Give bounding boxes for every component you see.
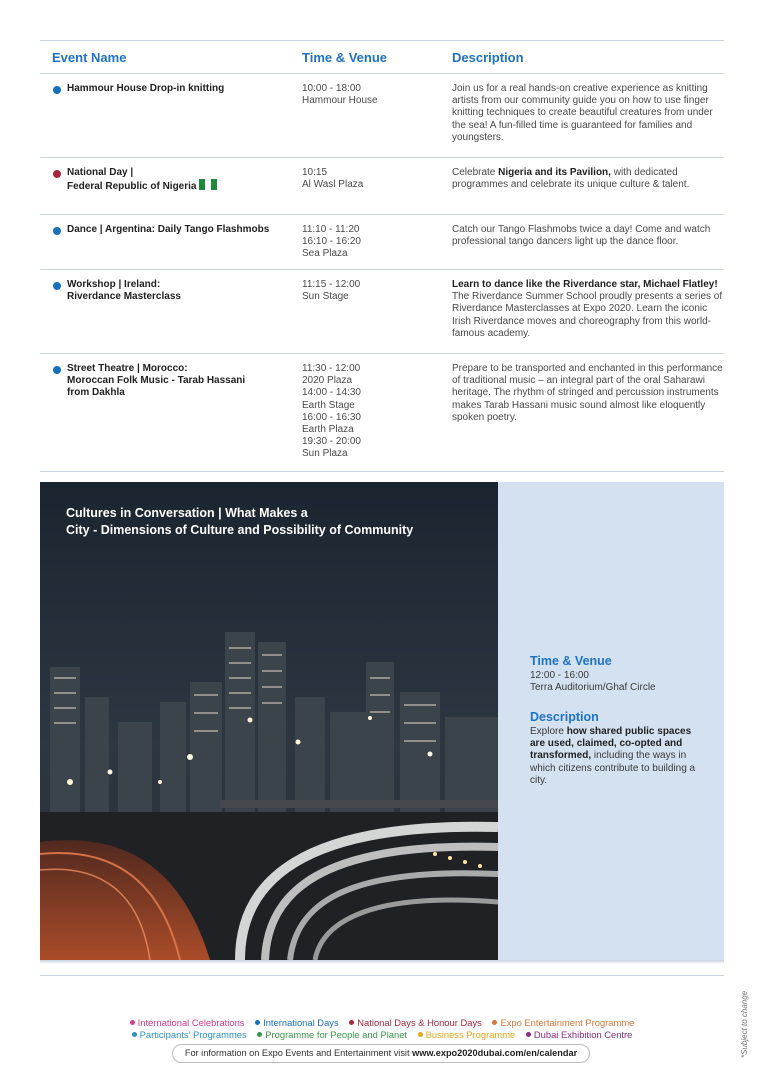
legend-dot-icon bbox=[255, 1020, 260, 1025]
event-name-line: Riverdance Masterclass bbox=[67, 291, 181, 303]
header-time-venue: Time & Venue bbox=[302, 49, 388, 65]
calendar-info-pill: For information on Expo Events and Entertainment visit www.expo2020dubai.com/en/calendar bbox=[172, 1044, 590, 1063]
event-name-line: National Day | bbox=[67, 167, 134, 178]
category-dot bbox=[53, 227, 61, 235]
category-dot bbox=[53, 86, 61, 94]
event-description: Learn to dance like the Riverdance star, Michael Flatley! The Riverdance Summer School proudly presents a series of Riverdance Masterclasses at Expo 2020. Learn the iconic Irish Riverdance moves and choreography from this world-famous academy. bbox=[452, 279, 723, 339]
table-header bbox=[40, 40, 724, 74]
feature-info-panel bbox=[498, 482, 724, 960]
event-name bbox=[40, 83, 302, 157]
feature-event-block bbox=[40, 482, 724, 960]
time-line: 10:00 - 18:00 bbox=[302, 83, 361, 94]
category-dot bbox=[53, 282, 61, 290]
event-name-line: Federal Republic of Nigeria bbox=[67, 179, 302, 193]
event-time-venue bbox=[302, 363, 452, 471]
legend-item: Dubai Exhibition Centre bbox=[526, 1029, 633, 1040]
event-description: Join us for a real hands-on creative experience as knitting artists from our community guide you on how to use finger knitting techniques to create beautiful creatures from under the sea! A fun-filled time is guaranteed for families and youngsters. bbox=[452, 83, 713, 143]
venue-line: Hammour House bbox=[302, 95, 378, 107]
table-row bbox=[40, 215, 724, 270]
category-legend-row-1 bbox=[40, 1017, 724, 1028]
table-row bbox=[40, 270, 724, 354]
event-name-line: Dance | Argentina: Daily Tango Flashmobs bbox=[67, 224, 270, 235]
event-time-venue bbox=[302, 279, 452, 353]
legend-item: International Celebrations bbox=[130, 1017, 245, 1028]
event-name bbox=[40, 363, 302, 471]
event-name bbox=[40, 224, 302, 269]
nigeria-flag-icon bbox=[199, 179, 217, 190]
legend-dot-icon bbox=[349, 1020, 354, 1025]
venue-line: Earth Plaza bbox=[302, 424, 354, 436]
venue-line: Sun Plaza bbox=[302, 448, 348, 460]
time-line: 16:00 - 16:30 bbox=[302, 411, 361, 423]
legend-dot-icon bbox=[132, 1032, 137, 1037]
header-event-name: Event Name bbox=[52, 49, 127, 65]
event-description: Catch our Tango Flashmobs twice a day! Come and watch professional tango dancers light up the dance floor. bbox=[452, 224, 711, 248]
event-name-line: Moroccan Folk Music - Tarab Hassani bbox=[67, 375, 246, 387]
table-row bbox=[40, 354, 724, 472]
time-line: 16:10 - 16:20 bbox=[302, 236, 361, 248]
calendar-link[interactable]: www.expo2020dubai.com/en/calendar bbox=[412, 1048, 578, 1058]
legend-dot-icon bbox=[492, 1020, 497, 1025]
event-time-venue bbox=[302, 224, 452, 269]
description-highlight: Nigeria and its Pavilion, bbox=[498, 167, 611, 178]
category-dot bbox=[53, 170, 61, 178]
legend-item: Business Programme bbox=[418, 1029, 516, 1040]
legend-item: Programme for People and Planet bbox=[257, 1029, 407, 1040]
events-table bbox=[40, 40, 724, 472]
feature-shadow bbox=[40, 960, 724, 964]
header-description: Description bbox=[452, 49, 524, 65]
event-name bbox=[40, 167, 302, 214]
time-line: 14:00 - 14:30 bbox=[302, 387, 361, 399]
category-dot bbox=[53, 366, 61, 374]
divider bbox=[40, 975, 724, 976]
event-name-line: Workshop | Ireland: bbox=[67, 279, 161, 290]
event-description: Celebrate Nigeria and its Pavilion, with dedicated programmes and celebrate its unique culture & talent. bbox=[452, 167, 690, 191]
feature-title: Cultures in Conversation | What Makes a City - Dimensions of Culture and Possibility of Community bbox=[66, 506, 414, 537]
city-skyline-image bbox=[40, 482, 498, 960]
venue-line: Sun Stage bbox=[302, 291, 349, 303]
feature-time-venue: 12:00 - 16:00 Terra Auditorium/Ghaf Circle bbox=[530, 670, 656, 694]
feature-time-label: Time & Venue bbox=[530, 654, 612, 668]
venue-line: Sea Plaza bbox=[302, 248, 348, 260]
feature-description: Explore how shared public spaces are used, claimed, co-opted and transformed, including the ways in which citizens contribute to building a city. bbox=[530, 726, 696, 786]
description-highlight: how shared public spaces are used, claimed, co-opted and transformed, bbox=[530, 726, 692, 762]
event-time-venue bbox=[302, 167, 452, 214]
venue-line: 2020 Plaza bbox=[302, 375, 353, 387]
venue-line: Al Wasl Plaza bbox=[302, 179, 364, 191]
event-name-line: Street Theatre | Morocco: bbox=[67, 363, 188, 374]
city-night-photo bbox=[40, 482, 498, 960]
event-name-line: Hammour House Drop-in knitting bbox=[67, 83, 225, 94]
legend-dot-icon bbox=[130, 1020, 135, 1025]
legend-item: International Days bbox=[255, 1017, 339, 1028]
legend-dot-icon bbox=[526, 1032, 531, 1037]
legend-item: Participants' Programmes bbox=[132, 1029, 247, 1040]
event-time-venue bbox=[302, 83, 452, 157]
time-line: 19:30 - 20:00 bbox=[302, 436, 361, 448]
event-name-line: from Dakhla bbox=[67, 387, 125, 399]
time-line: 11:10 - 11:20 bbox=[302, 224, 360, 235]
time-line: 11:15 - 12:00 bbox=[302, 279, 361, 290]
legend-dot-icon bbox=[418, 1032, 423, 1037]
legend-dot-icon bbox=[257, 1032, 262, 1037]
category-legend-row-2 bbox=[40, 1029, 724, 1040]
description-highlight: Learn to dance like the Riverdance star, Michael Flatley! bbox=[452, 279, 718, 290]
feature-description-label: Description bbox=[530, 710, 599, 724]
table-row bbox=[40, 74, 724, 158]
subject-to-change-note: *Subject to change bbox=[740, 990, 749, 1058]
time-line: 11:30 - 12:00 bbox=[302, 363, 361, 374]
venue-line: Earth Stage bbox=[302, 399, 355, 411]
time-line: 10:15 bbox=[302, 167, 328, 178]
event-name bbox=[40, 279, 302, 353]
legend-item: National Days & Honour Days bbox=[349, 1017, 482, 1028]
table-row bbox=[40, 158, 724, 215]
event-description: Prepare to be transported and enchanted in this performance of traditional music – an integral part of the oral Saharawi heritage. The rhythm of stringed and percussion instruments makes Tarab Hassani music sound almost like eloquently spoken poetry. bbox=[452, 363, 723, 423]
legend-item: Expo Entertainment Programme bbox=[492, 1017, 634, 1028]
